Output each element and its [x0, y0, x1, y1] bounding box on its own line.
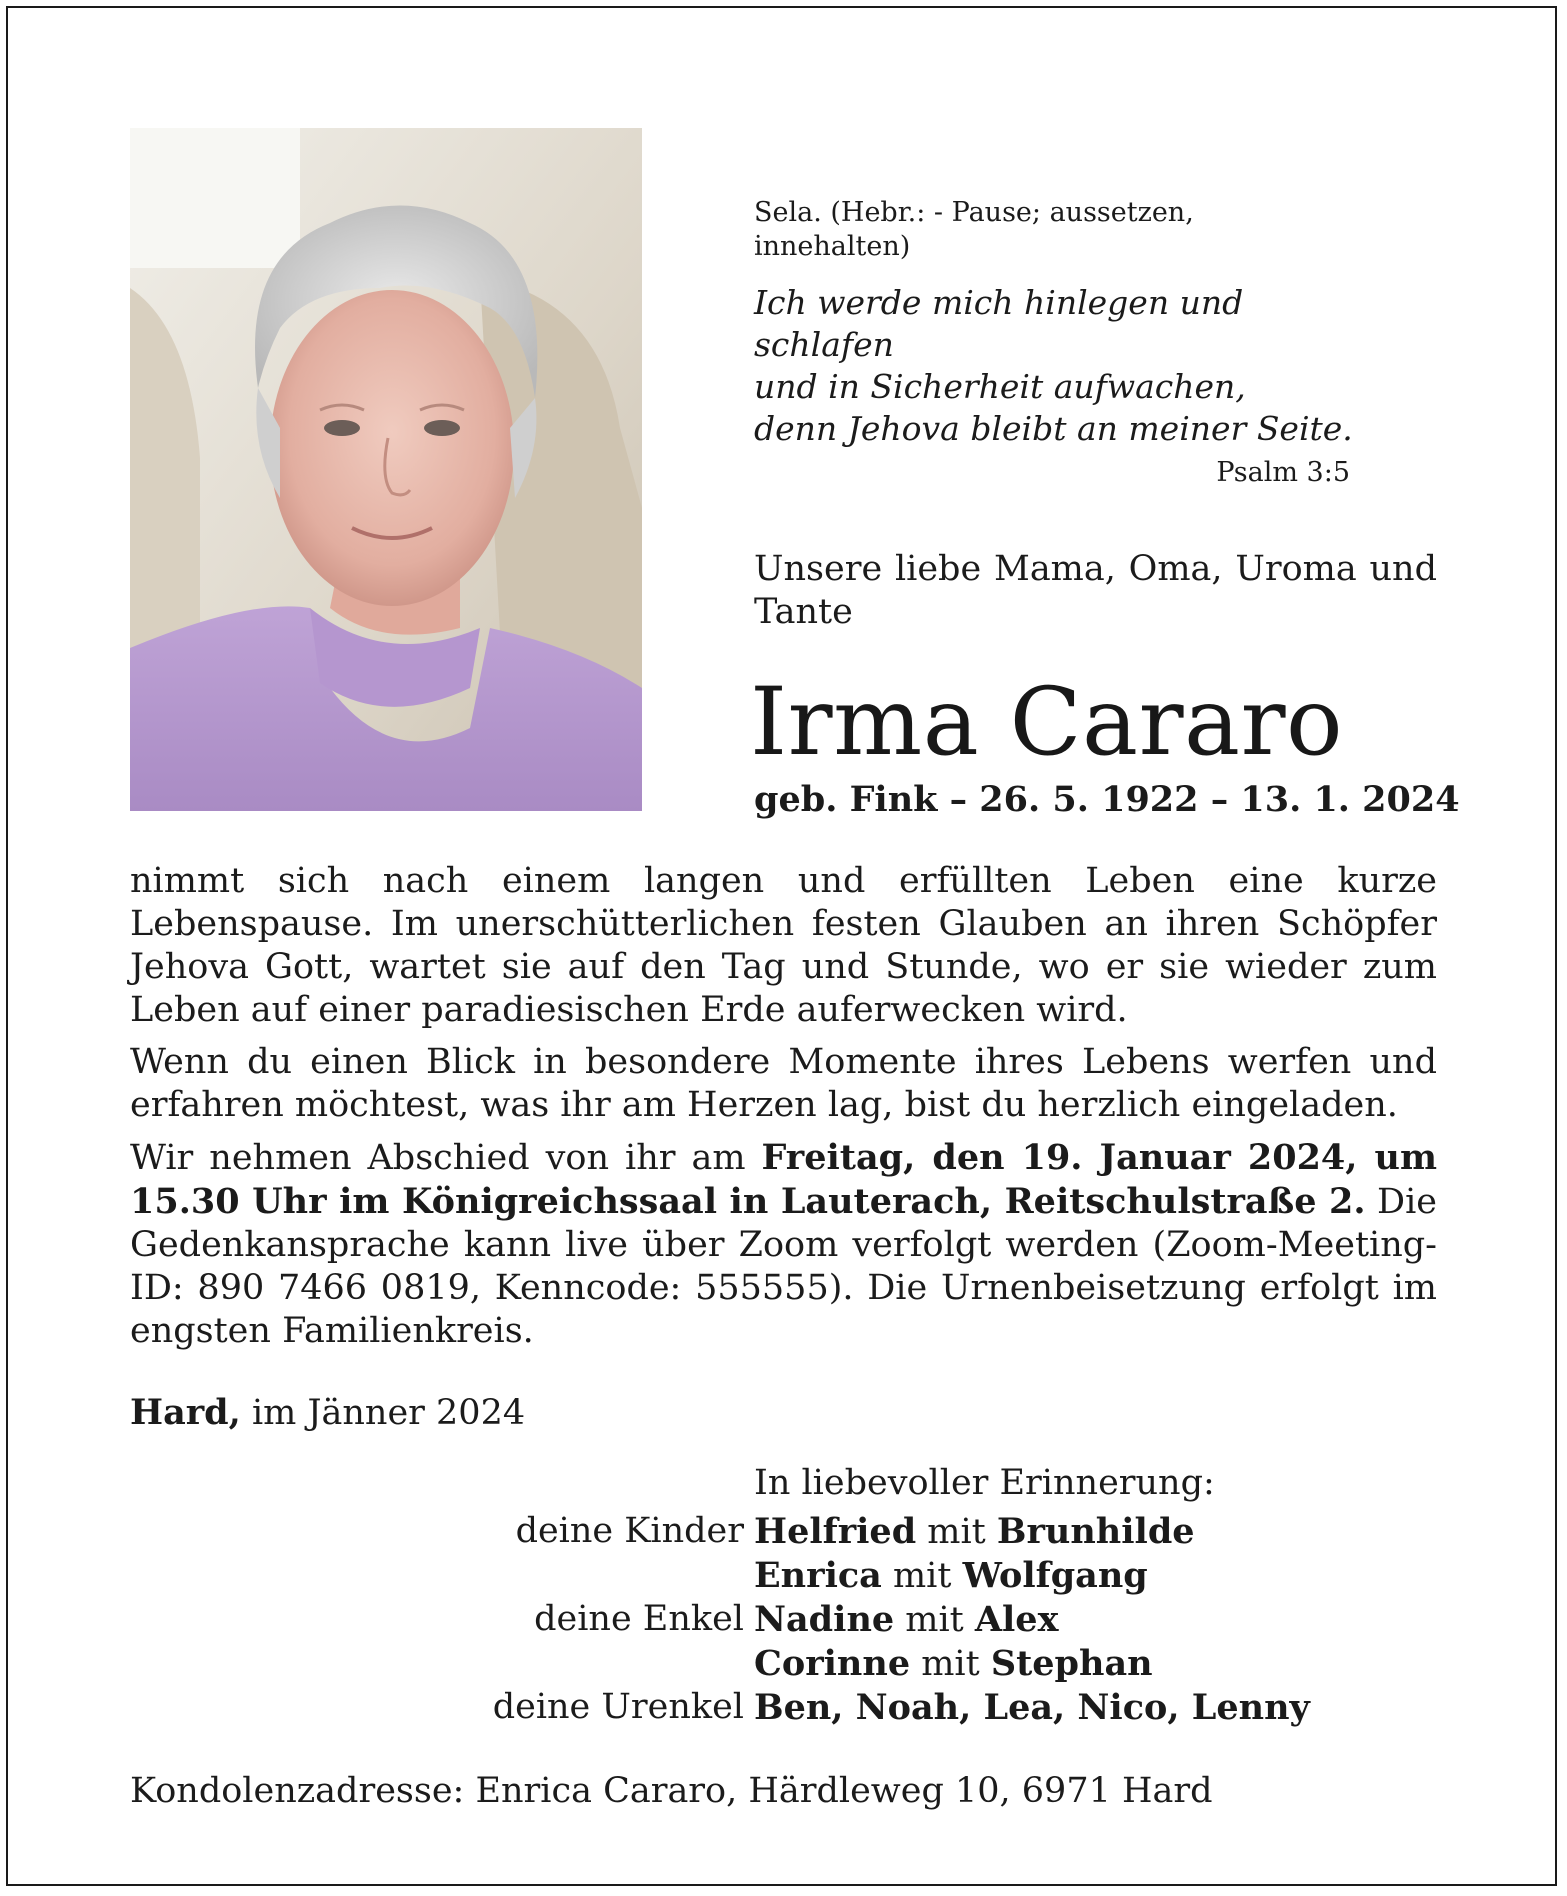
person-name: Nadine [754, 1599, 895, 1640]
person-name: Stephan [990, 1643, 1153, 1684]
psalm-verse [754, 282, 1354, 450]
farewell-intro: Wir nehmen Abschied von ihr am [130, 1138, 762, 1178]
person-name: Alex [974, 1599, 1059, 1640]
verse-line: denn Jehova bleibt an meiner Seite. [754, 409, 1353, 448]
paragraph-farewell [130, 1136, 1437, 1353]
family-role [130, 1554, 754, 1598]
family-row [130, 1598, 1437, 1642]
obituary-body [130, 860, 1437, 1362]
family-role: deine Urenkel [492, 1687, 744, 1727]
person-name: Wolfgang [962, 1555, 1148, 1596]
portrait-photo-icon [130, 128, 642, 811]
family-names [754, 1642, 1437, 1686]
farewell-date-location: Freitag, den 19. Januar 2024, um 15.30 Uhr im Königreichssaal in Lauterach, Reitschulstraße 2. [130, 1137, 1438, 1222]
verse-reference: Psalm 3:5 [1216, 457, 1350, 488]
paragraph: Wenn du einen Blick in besondere Momente ihres Lebens werfen und erfahren möchtest, was ihr am Herzen lag, bist du herzlich eingeladen. [130, 1042, 1437, 1125]
family-row [130, 1554, 1437, 1598]
person-name: Corinne [754, 1643, 911, 1684]
family-row [130, 1642, 1437, 1686]
family-list [130, 1510, 1437, 1730]
verse-line: Ich werde mich hinlegen und schlafen [754, 283, 1244, 364]
family-role [130, 1642, 754, 1686]
portrait-photo [130, 128, 642, 811]
family-role: deine Enkel [534, 1599, 744, 1639]
place-month: im Jänner 2024 [240, 1393, 526, 1433]
epigraph-note: Sela. (Hebr.: - Pause; aussetzen, innehalten) [754, 197, 1194, 262]
verse-line: und in Sicherheit aufwachen, [754, 367, 1246, 406]
family-names [754, 1598, 1437, 1642]
conjunction: mit [916, 1512, 997, 1552]
family-row [130, 1686, 1437, 1730]
place-date [130, 1391, 525, 1435]
intro-text: Unsere liebe Mama, Oma, Uroma und Tante [754, 549, 1437, 632]
epigraph [754, 196, 1354, 490]
conjunction: mit [881, 1556, 963, 1596]
person-name: Helfried [754, 1511, 917, 1552]
conjunction: mit [910, 1644, 991, 1684]
birth-death-dates: geb. Fink – 26. 5. 1922 – 13. 1. 2024 [754, 779, 1460, 820]
family-names [754, 1686, 1437, 1730]
family-role: deine Kinder [515, 1511, 744, 1551]
paragraph: nimmt sich nach einem langen und erfüllten Leben eine kurze Lebenspause. Im unerschütterlichen festen Glauben an ihren Schöpfer Jehova Gott, wartet sie auf den Tag und Stunde, wo er sie wieder zum Leben auf einer paradiesischen Erde auferwecken wird. [130, 861, 1437, 1030]
person-name: Enrica [754, 1555, 882, 1596]
deceased-name: Irma Cararo [750, 668, 1344, 777]
conjunction: mit [894, 1600, 975, 1640]
person-name: Ben, Noah, Lea, Nico, Lenny [754, 1687, 1310, 1728]
memory-heading: In liebevoller Erinnerung: [754, 1463, 1215, 1503]
family-names [754, 1510, 1437, 1554]
condolence-address: Kondolenzadresse: Enrica Cararo, Härdleweg 10, 6971 Hard [130, 1771, 1213, 1811]
farewell-details: Die Gedenkansprache kann live über Zoom verfolgt werden (Zoom-Meeting-ID: 890 7466 0819, Kenncode: 555555). Die Urnenbeisetzung erfolgt im engsten Familienkreis. [130, 1182, 1437, 1351]
family-names [754, 1554, 1437, 1598]
place-city: Hard, [130, 1392, 241, 1433]
person-name: Brunhilde [996, 1511, 1195, 1552]
family-row [130, 1510, 1437, 1554]
